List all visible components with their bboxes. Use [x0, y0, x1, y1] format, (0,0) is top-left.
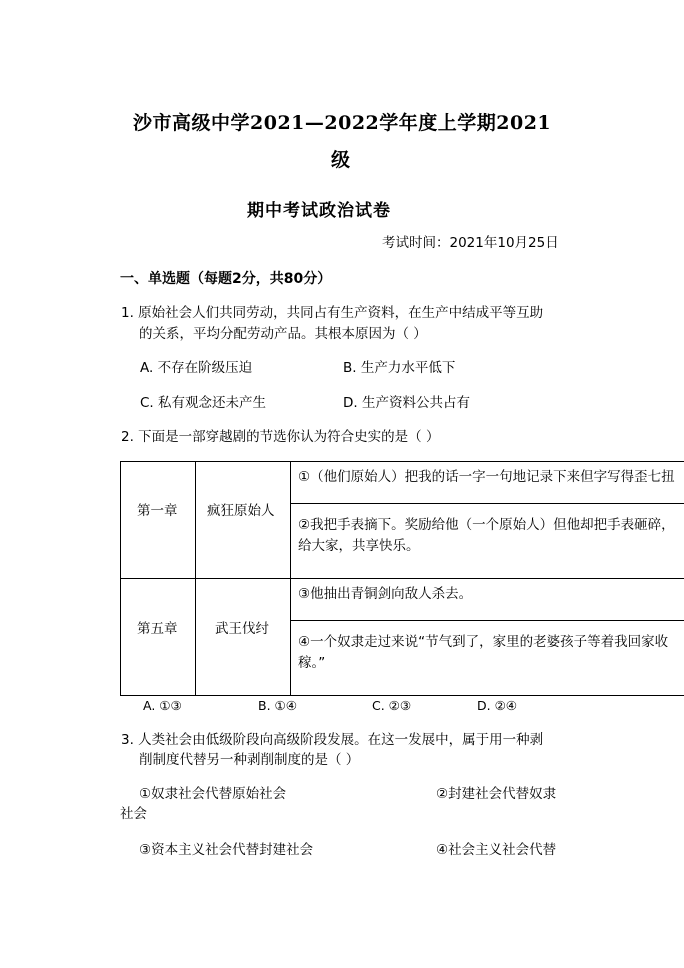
q3-item-2-wrap: 社会 [120, 806, 147, 822]
table-item-2-line2: 给大家，共享快乐。 [298, 538, 420, 554]
q2-option-d: D. ②④ [477, 698, 517, 713]
q1-option-d: D. 生产资料公共占有 [343, 395, 470, 411]
exam-subtitle: 期中考试政治试卷 [247, 201, 391, 221]
q2-option-c: C. ②③ [372, 698, 412, 713]
q2-option-a: A. ①③ [143, 698, 182, 713]
page-title: 沙市高级中学2021—2022学年度上学期2021 [133, 112, 552, 134]
q3-item-4: ④社会主义社会代替 [436, 842, 557, 858]
exam-time: 考试时间：2021年10月25日 [382, 235, 559, 251]
table-item-3: ③他抽出青铜剑向敌人杀去。 [298, 586, 473, 602]
q1-stem-line2: 的关系，平均分配劳动产品。其根本原因为（ ） [139, 326, 427, 342]
table-row2-chapter: 第五章 [137, 621, 178, 637]
q1-option-c: C. 私有观念还未产生 [140, 395, 267, 411]
table-row2-title: 武王伐纣 [215, 621, 269, 637]
table-item-2-line1: ②我把手表摘下。奖励给他（一个原始人）但他却把手表砸碎， [298, 517, 675, 533]
q3-stem-line2: 削制度代替另一种剥削制度的是（ ） [139, 752, 360, 768]
q2-option-b: B. ①④ [258, 698, 297, 713]
table-row1-title: 疯狂原始人 [207, 503, 275, 519]
q1-option-b: B. 生产力水平低下 [343, 360, 456, 376]
section-heading: 一、单选题（每题2分，共80分） [120, 271, 332, 287]
q2-stem: 2. 下面是一部穿越剧的节选你认为符合史实的是（ ） [121, 429, 440, 445]
table-item-4-line1: ④一个奴隶走过来说“节气到了，家里的老婆孩子等着我回家收 [298, 634, 669, 650]
q3-stem-line1: 3. 人类社会由低级阶段向高级阶段发展。在这一发展中，属于用一种剥 [121, 732, 544, 748]
table-item-1: ①（他们原始人）把我的话一字一句地记录下来但字写得歪七扭 [298, 469, 675, 485]
q1-option-a: A. 不存在阶级压迫 [140, 360, 253, 376]
table-row1-chapter: 第一章 [137, 503, 178, 519]
table-item-4-line2: 稼。” [298, 655, 326, 671]
q3-item-1: ①奴隶社会代替原始社会 [139, 786, 287, 802]
q1-stem-line1: 1. 原始社会人们共同劳动，共同占有生产资料，在生产中结成平等互助 [121, 305, 544, 321]
q3-item-2: ②封建社会代替奴隶 [436, 786, 557, 802]
q3-item-3: ③资本主义社会代替封建社会 [139, 842, 314, 858]
page-title-continued: 级 [331, 149, 351, 171]
